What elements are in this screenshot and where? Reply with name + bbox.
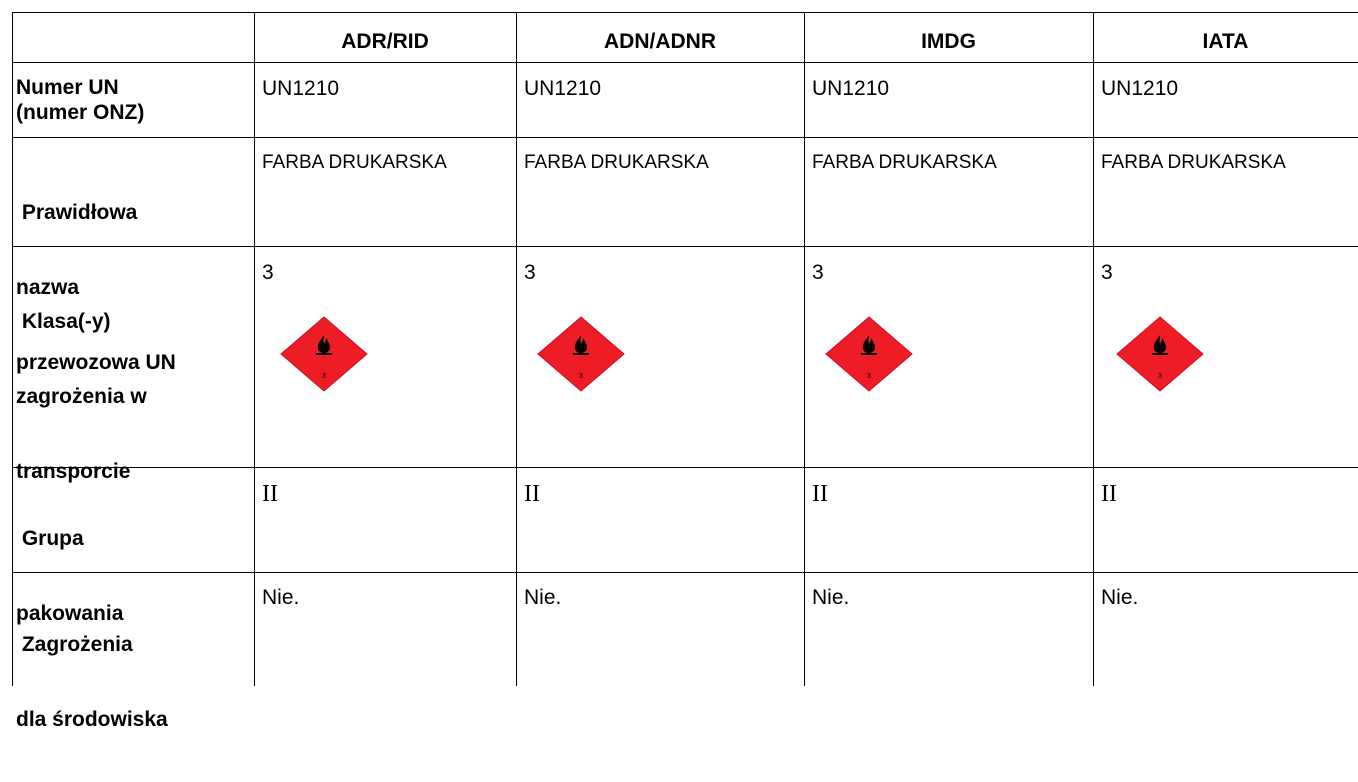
un-number-iata: UN1210 bbox=[1101, 77, 1179, 100]
table-top-border bbox=[12, 12, 1358, 13]
hazard-class-iata: 3 bbox=[1101, 261, 1113, 284]
col-divider bbox=[804, 12, 805, 686]
un-number-adr: UN1210 bbox=[262, 77, 340, 100]
col-divider bbox=[12, 12, 13, 686]
shipping-name-adn: FARBA DRUKARSKA bbox=[524, 152, 709, 173]
col-divider bbox=[254, 12, 255, 686]
packing-group-imdg: II bbox=[812, 481, 828, 507]
placard-class-number: 3 bbox=[867, 373, 871, 380]
flammable-liquid-hazard-icon bbox=[824, 315, 914, 393]
row-label-un-number bbox=[16, 75, 252, 125]
row-label-line: zagrożenia w bbox=[16, 385, 147, 408]
env-hazard-adr: Nie. bbox=[262, 586, 300, 609]
row-label-line: dla środowiska bbox=[16, 708, 168, 731]
flammable-liquid-hazard-icon bbox=[1115, 315, 1205, 393]
env-hazard-adn: Nie. bbox=[524, 586, 562, 609]
header-cell-adr-rid: ADR/RID bbox=[341, 30, 429, 53]
hazard-class-adr: 3 bbox=[262, 261, 274, 284]
row-label-line: transporcie bbox=[16, 460, 131, 483]
header-cell-iata: IATA bbox=[1202, 30, 1249, 53]
row-label-environmental-hazards bbox=[16, 582, 252, 782]
row-label-line: (numer ONZ) bbox=[16, 101, 145, 124]
packing-group-adr: II bbox=[262, 481, 278, 507]
row-label-line: nazwa bbox=[16, 276, 80, 299]
hazard-class-adn: 3 bbox=[524, 261, 536, 284]
col-divider bbox=[516, 12, 517, 686]
packing-group-iata: II bbox=[1101, 481, 1117, 507]
placard-class-number: 3 bbox=[322, 373, 326, 380]
packing-group-adn: II bbox=[524, 481, 540, 507]
row-label-line: Zagrożenia bbox=[16, 633, 133, 656]
row-label-line: pakowania bbox=[16, 602, 124, 625]
env-hazard-iata: Nie. bbox=[1101, 586, 1139, 609]
row-label-line: Prawidłowa bbox=[16, 201, 138, 224]
shipping-name-adr: FARBA DRUKARSKA bbox=[262, 152, 447, 173]
flammable-liquid-hazard-icon bbox=[279, 315, 369, 393]
row-label-line: przewozowa UN bbox=[16, 351, 176, 374]
shipping-name-imdg: FARBA DRUKARSKA bbox=[812, 152, 997, 173]
row-label-line: Grupa bbox=[16, 527, 84, 550]
row-label-line: Klasa(-y) bbox=[16, 310, 111, 333]
row-divider bbox=[12, 137, 1358, 138]
hazard-class-imdg: 3 bbox=[812, 261, 824, 284]
row-divider bbox=[12, 62, 1358, 63]
un-number-imdg: UN1210 bbox=[812, 77, 890, 100]
un-number-adn: UN1210 bbox=[524, 77, 602, 100]
placard-class-number: 3 bbox=[579, 373, 583, 380]
placard-class-number: 3 bbox=[1158, 373, 1162, 380]
header-cell-imdg: IMDG bbox=[921, 30, 976, 53]
col-divider bbox=[1093, 12, 1094, 686]
shipping-name-iata: FARBA DRUKARSKA bbox=[1101, 152, 1286, 173]
row-label-line: Numer UN bbox=[16, 76, 119, 99]
header-cell-adn-adnr: ADN/ADNR bbox=[604, 30, 716, 53]
flammable-liquid-hazard-icon bbox=[536, 315, 626, 393]
env-hazard-imdg: Nie. bbox=[812, 586, 850, 609]
